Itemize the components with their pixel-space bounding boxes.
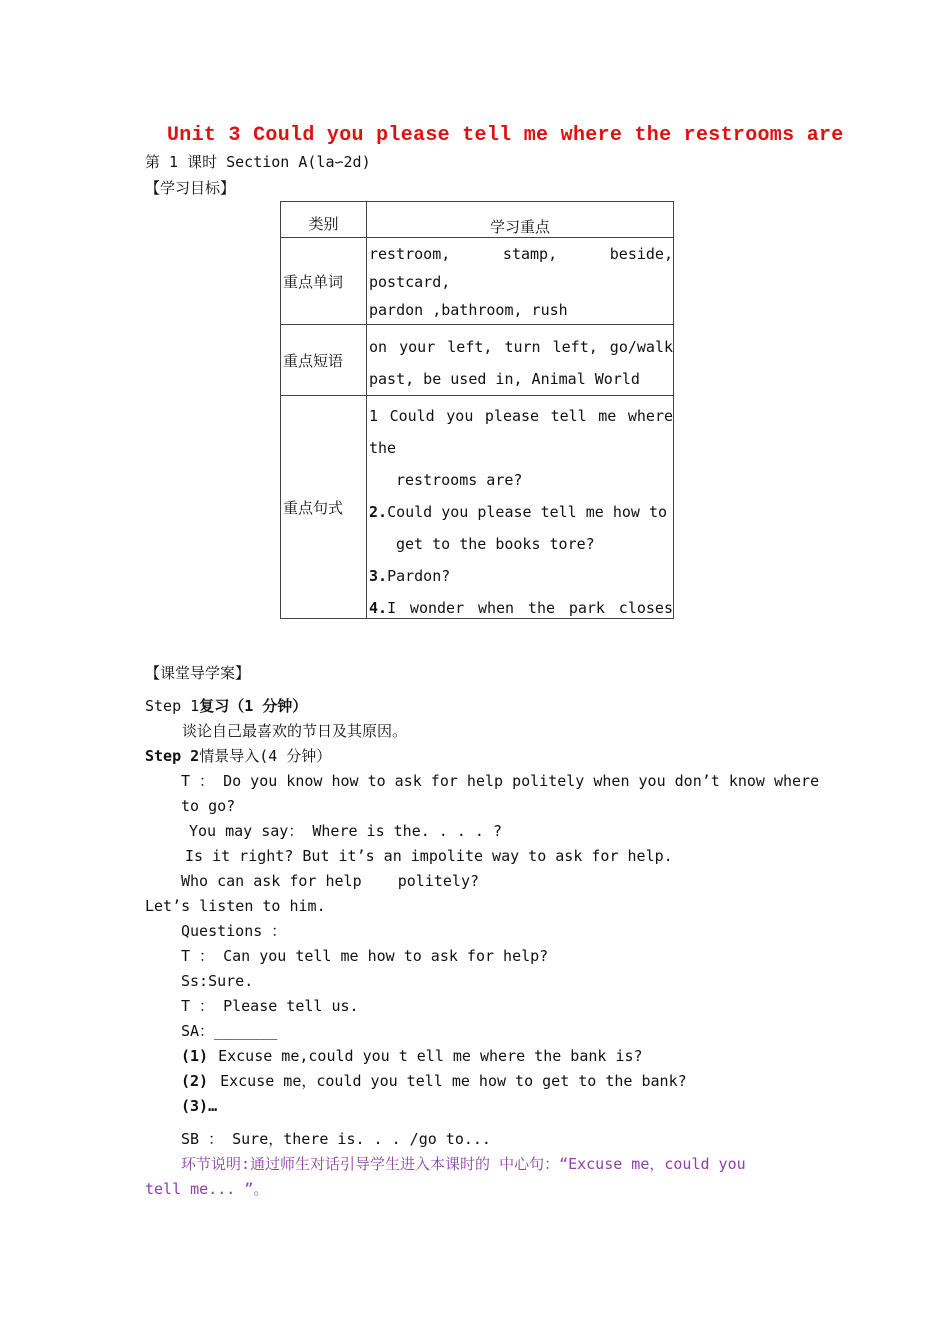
header-focus: 学习重点 <box>489 218 550 236</box>
guide-heading: 【课堂导学案】 <box>145 664 251 682</box>
sentence-2-line-1 <box>369 496 673 528</box>
dialogue-line-12 <box>181 1044 643 1069</box>
step-1-prefix: Step 1 <box>145 697 200 715</box>
sentence-2-line-2: get to the books tore? <box>396 535 595 553</box>
item-2-number: (2) <box>181 1072 209 1090</box>
dialogue-line-1: T ： Do you know how to ask for help politely when you don’t know where <box>181 772 820 790</box>
dialogue-line-9: Ss:Sure. <box>181 972 254 990</box>
words-line-1: restroom, stamp, beside, postcard, <box>369 245 673 291</box>
sentence-4-text: I wonder when the park closes <box>387 599 673 617</box>
note-line-2: tell me... ”。 <box>145 1180 269 1198</box>
item-1-text: Excuse me,could you t ell me where the bank is? <box>218 1047 643 1065</box>
goals-table <box>280 201 674 619</box>
sentence-3-text: Pardon? <box>387 567 451 585</box>
sentence-4-number: 4. <box>369 599 388 617</box>
dialogue-line-14: (3)… <box>181 1097 218 1115</box>
sentence-4-line <box>369 592 673 618</box>
table-row-words <box>281 238 674 325</box>
header-category: 类别 <box>308 215 339 233</box>
table-header-row <box>281 202 674 238</box>
goals-heading: 【学习目标】 <box>145 179 236 197</box>
dialogue-line-11: SA：_______ <box>181 1022 278 1040</box>
words-line-2: pardon ,bathroom, rush <box>369 301 568 319</box>
step-2-heading <box>145 744 331 769</box>
item-2-text: Excuse me，could you tell me how to get to the bank? <box>220 1072 687 1090</box>
step-2-title: 情景导入(4 分钟） <box>199 747 332 765</box>
dialogue-line-15: SB ： Sure，there is. . . /go to... <box>181 1130 491 1148</box>
table-row-phrases <box>281 325 674 396</box>
dialogue-line-13 <box>181 1069 687 1094</box>
dialogue-line-8: T ： Can you tell me how to ask for help? <box>181 947 549 965</box>
dialogue-line-5: Who can ask for help politely? <box>181 872 480 890</box>
document-title: Unit 3 Could you please tell me where the restrooms are <box>167 124 844 147</box>
step-2-prefix: Step 2 <box>145 747 200 765</box>
phrases-line-1: on your left, turn left, go/walk <box>369 338 673 356</box>
item-1-number: (1) <box>181 1047 209 1065</box>
note-line-1: 环节说明:通过师生对话引导学生进入本课时的 中心句：“Excuse me，could you <box>181 1155 746 1173</box>
sentence-3-number: 3. <box>369 567 388 585</box>
step-1-content: 谈论自己最喜欢的节日及其原因。 <box>182 722 408 740</box>
category-words: 重点单词 <box>283 272 344 291</box>
category-sentences: 重点句式 <box>283 498 344 517</box>
dialogue-line-6: Let’s listen to him. <box>145 897 326 915</box>
sentence-2-number: 2. <box>369 503 388 521</box>
step-1-heading <box>145 694 307 719</box>
lesson-label: 第 1 课时 Section A(la∽2d) <box>145 153 371 171</box>
dialogue-line-10: T ： Please tell us. <box>181 997 359 1015</box>
sentence-1-line-2: restrooms are? <box>396 471 523 489</box>
sentence-1-line-1: 1 Could you please tell me where the <box>369 407 673 457</box>
dialogue-line-2: to go? <box>181 797 236 815</box>
phrases-line-2: past, be used in, Animal World <box>369 370 640 388</box>
dialogue-line-4: Is it right? But it’s an impolite way to ask for help. <box>185 847 673 865</box>
dialogue-line-7: Questions ： <box>181 922 287 940</box>
dialogue-line-3: You may say： Where is the. . . . ? <box>189 822 503 840</box>
category-phrases: 重点短语 <box>283 351 344 370</box>
sentence-2-text: Could you please tell me how to <box>387 503 668 521</box>
step-1-title: 复习（1 分钟） <box>199 697 308 715</box>
table-row-sentences <box>281 396 674 619</box>
sentence-3-line <box>369 560 673 592</box>
